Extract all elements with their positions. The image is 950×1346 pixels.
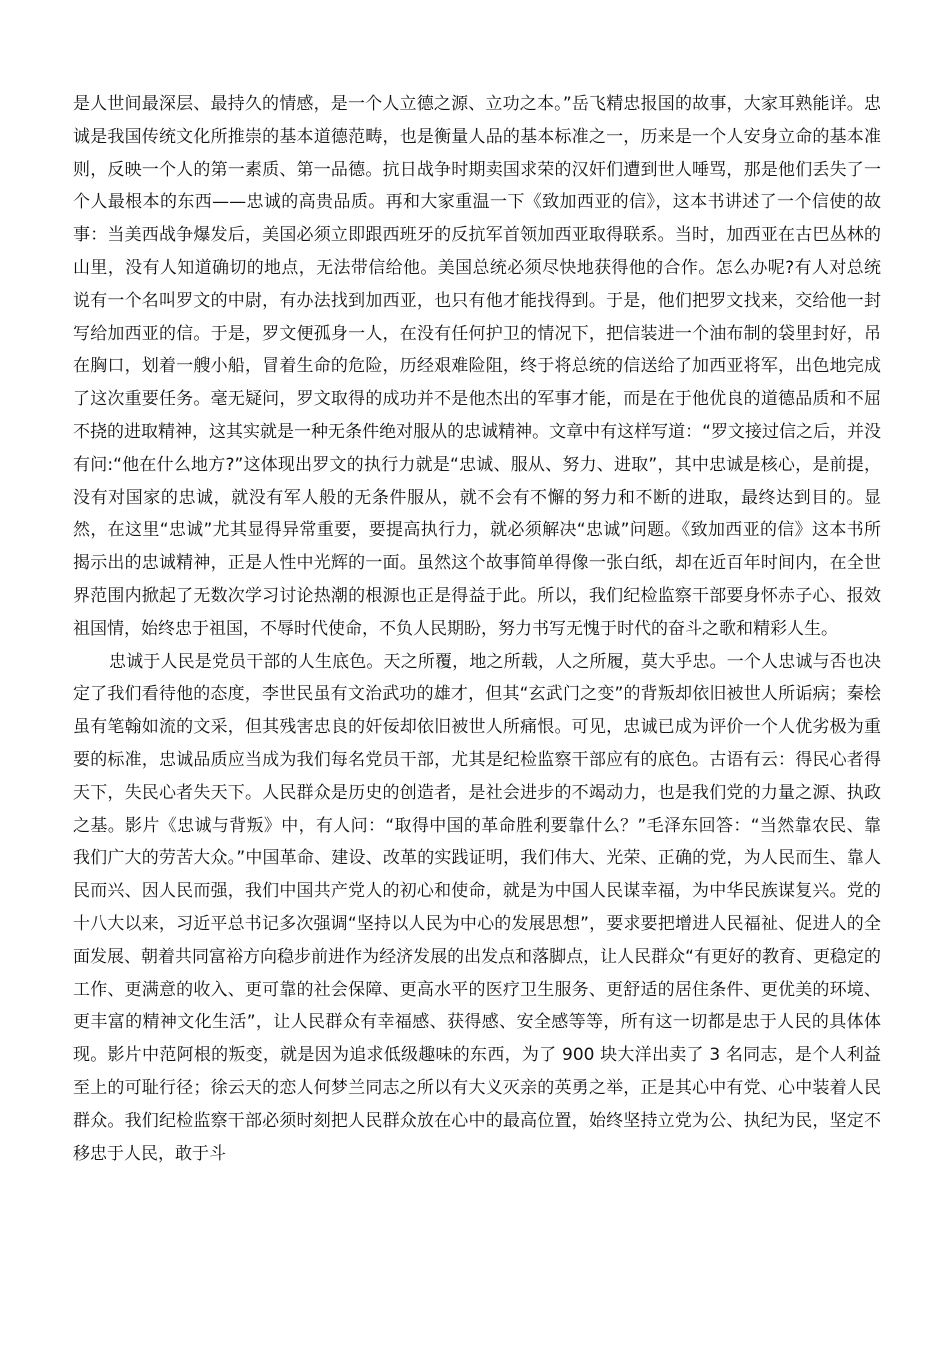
paragraph-loyalty-to-country: 是人世间最深层、最持久的情感，是一个人立德之源、立功之本。”岳飞精忠报国的故事，大家耳熟能详。忠诚是我国传统文化所推崇的基本道德范畴，也是衡量人品的基本标准之一，历来是一个人安身立命的基本准则，反映一个人的第一素质、第一品德。抗日战争时期卖国求荣的汉奸们遭到世人唾骂，那是他们丢失了一个人最根本的东西——忠诚的高贵品质。再和大家重温一下《致加西亚的信》，这本书讲述了一个信使的故事：当美西战争爆发后，美国必须立即跟西班牙的反抗军首领加西亚取得联系。当时，加西亚在古巴丛林的山里，没有人知道确切的地点，无法带信给他。美国总统必须尽快地获得他的合作。怎么办呢?有人对总统说有一个名叫罗文的中尉，有办法找到加西亚，也只有他才能找得到。于是，他们把罗文找来，交给他一封写给加西亚的信。于是，罗文便孤身一人，在没有任何护卫的情况下，把信装进一个油布制的袋里封好，吊在胸口，划着一艘小船，冒着生命的危险，历经艰难险阻，终于将总统的信送给了加西亚将军，出色地完成了这次重要任务。毫无疑问，罗文取得的成功并不是他杰出的军事才能，而是在于他优良的道德品质和不屈不挠的进取精神，这其实就是一种无条件绝对服从的忠诚精神。文章中有这样写道：“罗文接过信之后，并没有问:“他在什么地方?”这体现出罗文的执行力就是“忠诚、服从、努力、进取”，其中忠诚是核心，是前提，没有对国家的忠诚，就没有军人般的无条件服从，就不会有不懈的努力和不断的进取，最终达到目的。显然，在这里“忠诚”尤其显得异常重要，要提高执行力，就必须解决“忠诚”问题。《致加西亚的信》这本书所揭示出的忠诚精神，正是人性中光辉的一面。虽然这个故事简单得像一张白纸，却在近百年时间内，在全世界范围内掀起了无数次学习讨论热潮的根源也正是得益于此。所以，我们纪检监察干部要身怀赤子心、报效祖国情，始终忠于祖国，不辱时代使命，不负人民期盼，努力书写无愧于时代的奋斗之歌和精彩人生。 bbox=[73, 94, 881, 639]
document-page bbox=[73, 88, 881, 1170]
paragraph-loyalty-to-people: 忠诚于人民是党员干部的人生底色。天之所覆，地之所载，人之所履，莫大乎忠。一个人忠诚与否也决定了我们看待他的态度，李世民虽有文治武功的雄才，但其“玄武门之变”的背叛却依旧被世人所诟病；秦桧虽有笔翰如流的文采，但其残害忠良的奸佞却依旧被世人所痛恨。可见，忠诚已成为评价一个人优劣极为重要的标准，忠诚品质应当成为我们每名党员干部，尤其是纪检监察干部应有的底色。古语有云：得民心者得天下，失民心者失天下。人民群众是历史的创造者，是社会进步的不竭动力，也是我们党的力量之源、执政之基。影片《忠诚与背叛》中，有人问：“取得中国的革命胜利要靠什么？”毛泽东回答：“当然靠农民、靠我们广大的劳苦大众。”中国革命、建设、改革的实践证明，我们伟大、光荣、正确的党，为人民而生、靠人民而兴、因人民而强，我们中国共产党人的初心和使命，就是为中国人民谋幸福，为中华民族谋复兴。党的十八大以来，习近平总书记多次强调“坚持以人民为中心的发展思想”，要求要把增进人民福祉、促进人的全面发展、朝着共同富裕方向稳步前进作为经济发展的出发点和落脚点，让人民群众“有更好的教育、更稳定的工作、更满意的收入、更可靠的社会保障、更高水平的医疗卫生服务、更舒适的居住条件、更优美的环境、更丰富的精神文化生活”，让人民群众有幸福感、获得感、安全感等等，所有这一切都是忠于人民的具体体现。影片中范阿根的叛变，就是因为追求低级趣味的东西，为了 900 块大洋出卖了 3 名同志，是个人利益至上的可耻行径；徐云天的恋人何梦兰同志之所以有大义灭亲的英勇之举，正是其心中有党、心中装着人民群众。我们纪检监察干部必须时刻把人民群众放在心中的最高位置，始终坚持立党为公、执纪为民，坚定不移忠于人民，敢于斗 bbox=[73, 651, 881, 1164]
